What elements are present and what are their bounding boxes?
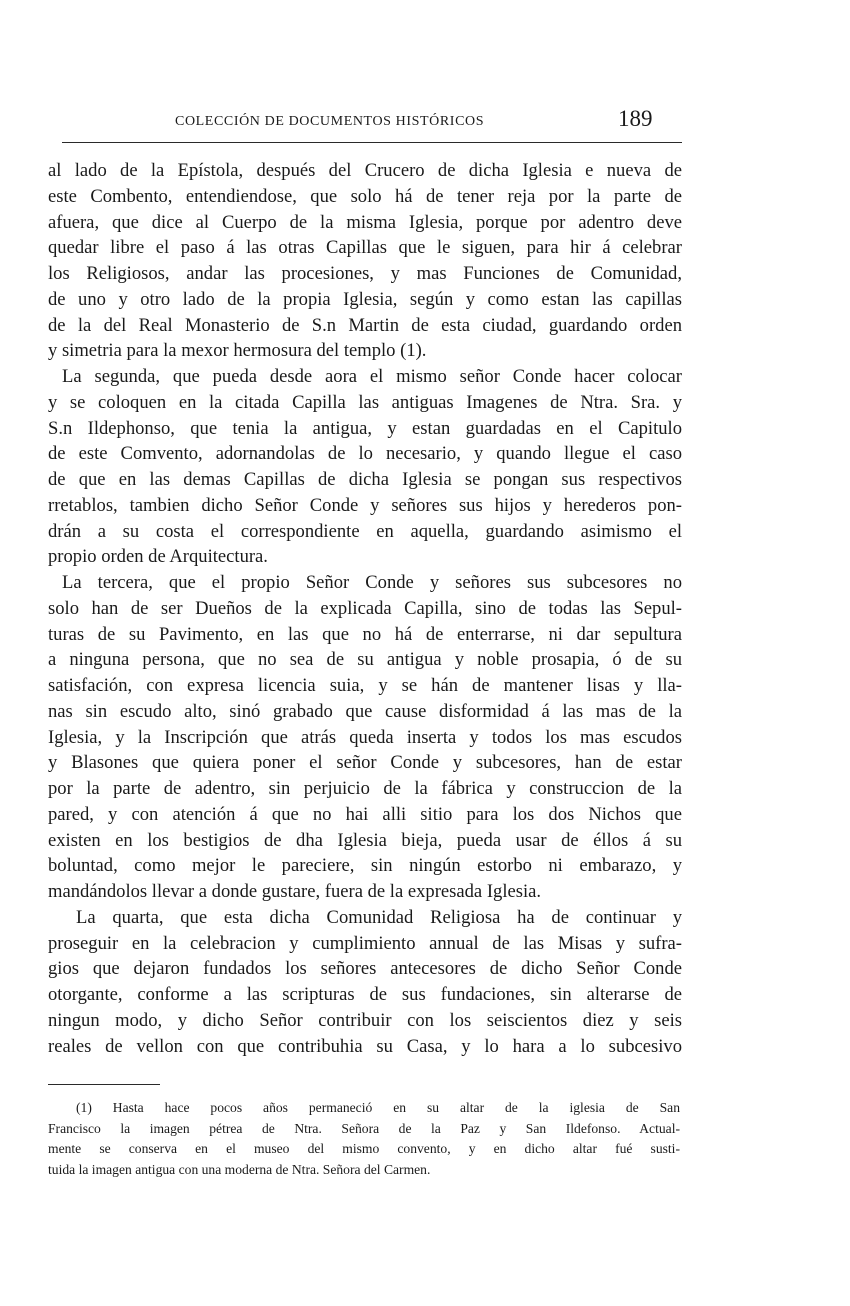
text-line: turas de su Pavimento, en las que no há de enterrarse, ni dar sepultura	[48, 623, 682, 645]
footnote-line: Francisco la imagen pétrea de Ntra. Señora de la Paz y San Ildefonso. Actual-	[48, 1120, 680, 1136]
footnote-line: tuida la imagen antigua con una moderna de Ntra. Señora del Carmen.	[48, 1161, 431, 1177]
text-line: nas sin escudo alto, sinó grabado que cause disformidad á las mas de la	[48, 700, 682, 722]
text-line: mandándolos llevar a donde gustare, fuera de la expresada Iglesia.	[48, 881, 542, 902]
text-line: de la del Real Monasterio de S.n Martin de esta ciudad, guardando orden	[48, 314, 682, 336]
text-line: de este Comvento, adornandolas de lo necesario, y quando llegue el caso	[48, 443, 682, 465]
header-rule	[62, 142, 682, 143]
text-line: y Blasones que quiera poner el señor Conde y subcesores, han de estar	[48, 752, 682, 774]
text-line: satisfación, con expresa licencia suia, y se hán de mantener lisas y lla-	[48, 675, 682, 696]
text-line: gios que dejaron fundados los señores antecesores de dicho Señor Conde	[48, 958, 682, 980]
text-line: quedar libre el paso á las otras Capillas que le siguen, para hir á celebrar	[48, 237, 682, 259]
paragraph-start-line: La quarta, que esta dicha Comunidad Religiosa ha de continuar y	[76, 906, 682, 928]
text-line: ningun modo, y dicho Señor contribuir con los seiscientos diez y seis	[48, 1009, 682, 1031]
text-line: los Religiosos, andar las procesiones, y mas Funciones de Comunidad,	[48, 263, 682, 284]
page-number: 189	[618, 106, 653, 131]
text-line: afuera, que dice al Cuerpo de la misma Iglesia, porque por adentro deve	[48, 211, 682, 233]
footnote-line: mente se conserva en el museo del mismo convento, y en dicho altar fué susti-	[48, 1141, 680, 1156]
text-line: reales de vellon con que contribuhia su Casa, y lo hara a lo subcesivo	[48, 1035, 682, 1057]
paragraph-start-line: La tercera, que el propio Señor Conde y señores sus subcesores no	[62, 572, 682, 593]
text-line: y se coloquen en la citada Capilla las antiguas Imagenes de Ntra. Sra. y	[48, 391, 682, 413]
text-line: a ninguna persona, que no sea de su antigua y noble prosapia, ó de su	[48, 649, 682, 671]
text-line: boluntad, como mejor le pareciere, sin ningún estorbo ni embarazo, y	[48, 855, 682, 877]
text-line: rretablos, tambien dicho Señor Conde y señores sus hijos y herederos pon-	[48, 494, 682, 516]
text-line: y simetria para la mexor hermosura del templo (1).	[48, 340, 427, 362]
text-line: este Combento, entendiendose, que solo há de tener reja por la parte de	[48, 185, 682, 207]
text-line: otorgante, conforme a las scripturas de sus fundaciones, sin alterarse de	[48, 984, 682, 1005]
text-line: S.n Ildephonso, que tenia la antigua, y estan guardadas en el Capitulo	[48, 417, 682, 439]
footnote	[48, 1098, 680, 1180]
text-line: propio orden de Arquitectura.	[48, 546, 268, 568]
footnote-line: (1) Hasta hace pocos años permaneció en su altar de la iglesia de San	[76, 1100, 680, 1115]
text-line: al lado de la Epístola, después del Crucero de dicha Iglesia e nueva de	[48, 160, 682, 181]
text-line: existen en los bestigios de dha Iglesia bieja, pueda usar de éllos á su	[48, 829, 682, 851]
text-line: de que en las demas Capillas de dicha Iglesia se pongan sus respectivos	[48, 469, 682, 490]
text-line: por la parte de adentro, sin perjuicio de la fábrica y construccion de la	[48, 778, 682, 799]
running-title: COLECCIÓN DE DOCUMENTOS HISTÓRICOS	[175, 114, 485, 129]
text-line: proseguir en la celebracion y cumplimiento annual de las Misas y sufra-	[48, 932, 682, 954]
text-line: Iglesia, y la Inscripción que atrás queda inserta y todos los mas escudos	[48, 726, 682, 748]
footnote-rule	[48, 1084, 160, 1085]
paragraph-start-line: La segunda, que pueda desde aora el mismo señor Conde hacer colocar	[62, 366, 682, 387]
text-line: drán a su costa el correspondiente en aquella, guardando asimismo el	[48, 520, 682, 542]
text-line: pared, y con atención á que no hai alli sitio para los dos Nichos que	[48, 803, 682, 825]
text-line: solo han de ser Dueños de la explicada Capilla, sino de todas las Sepul-	[48, 597, 682, 619]
body-text	[48, 158, 682, 1059]
text-line: de uno y otro lado de la propia Iglesia, según y como estan las capillas	[48, 288, 682, 310]
